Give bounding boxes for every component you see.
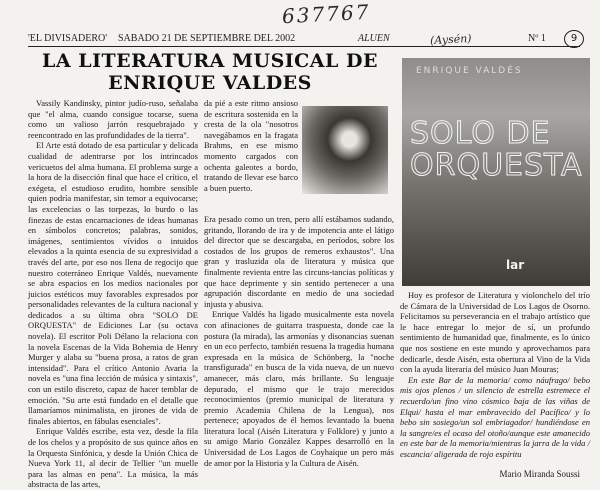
page-number: 9 (564, 30, 584, 48)
cover-author: ENRIQUE VALDÉS (416, 66, 523, 76)
col1-paragraph: Vassily Kandinsky, pintor judío-ruso, señalaba que "el alma, cuando consigue tocarse, suena como un valioso jarrón resquebrajado y reencontrado en las profundidades de la tierra". (28, 98, 198, 140)
col1-paragraph: Enrique Valdés escribe, esta vez, desde la fila de los chelos y a propósito de sus quince años en la Orquesta Sinfónica, y desde la Unión Chica de Nueva York 11, al decir de Tellier "un muelle para las almas en pena". La música, la más abstracta de las artes, (28, 426, 198, 490)
masthead (28, 32, 580, 47)
handwritten-archive-number: 637767 (281, 0, 371, 29)
book-cover-image (402, 58, 590, 286)
article-column-2-bottom (204, 214, 394, 481)
col2-paragraph: da pié a este ritmo ansioso de escritura sostenida en la cresta de la ola "nosotros navegábamos en la fragata Brahms, en ese mismo momento cargados con ochenta galeotes a bordo, tratando de llevar ese barco a buen puerto. (204, 98, 298, 193)
author-signature: Mario Miranda Soussi (499, 469, 580, 479)
article-column-3 (400, 290, 590, 466)
cover-title: SOLO DE ORQUESTA (410, 116, 583, 183)
article-headline: LA LITERATURA MUSICAL DE ENRIQUE VALDES (42, 50, 378, 94)
article-column-1 (28, 98, 198, 490)
masthead-section: ALUEN (358, 33, 390, 44)
article-column-2-top (204, 98, 298, 214)
handwritten-region-note: (Aysén) (429, 31, 472, 48)
publisher-logo: lar (506, 258, 525, 272)
col2-paragraph: Enrique Valdés ha ligado musicalmente esta novela con afinaciones de guitarra traspuesta, donde cae la postura (la mirada), las armonías y disonancias suenan en un eco perfecto, también resuena la tragedia humana expresada en la música de Schönberg, la "noche transfigurada" en busca de la vida nueva, de un nuevo amanecer, más claro, más brillante. Su lenguaje depurado, el mismo que le trajo merecidos reconocimientos (premio municipal de literatura y premio Academia Chilena de la Lengua), nos pertenece; apoyados de él hemos levantado la buena literatura local (Aisén Literatura y Folklore) y junto a su amigo Mario González Kappes desarrolló en la Universidad de Los Lagos de Coyhaique un pero más de amor por la Historia y la Cultura de Aisén. (204, 309, 394, 468)
col1-paragraph: El Arte está dotado de esa particular y delicada cualidad de adentrarse por los intrincados vericuetos del alma humana. El problema surge a la hora de la disección final que hace el crítico, el exégeta, el estudioso erudito, hombre sensible quien podría manifestar, sin temor a equivocarse; las excelencias o las torpezas, lo burdo o las finezas de estas encarnaciones de ideas humanas en símbolos concretos; palabras, sonidos, imágenes, sentimientos vívidos o intuidos elevados a la quinta esencia de su expresividad a través del arte, por eso nos llena de regocijo que nuestro coterráneo Enrique Valdés, nuevamente se abra espacios en los medios nacionales por juicios estéticos muy favorables expresados por personalidades relevantes de la cultura nacional y dedicados a su última obra "SOLO DE ORQUESTA" de Ediciones Lar (su octava novela). El escritor Poli Délano la relaciona con la novela Escenas de la Vida Bohemia de Henry Murger y alaba su "buena prosa, a ratos de gran intensidad". Para el crítico Antonio Avaria la novela es "una fina lección de música y sintaxis", con un estilo discreto, capaz de hacer temblar de emoción. "Su arte está fundado en el detalle que llamaríamos minimalista, en jirones de vida de finales abiertos, en fábulas esenciales". (28, 140, 198, 426)
col3-poem: En este Bar de la memoria/ como náufrago/ bebo mis ojos plenos / un silencio de estrella estremece el recuerdo/un fino vino cósmico baja de las viñas de Elqui/ hasta el mar embravecido del Pacífico/ y lo bebo sin sosiego/un sol embriagador/ hundiéndose en la sangre/es el ocaso del otoño/aunque este amanecido en este bar de la memoria/mientras la jarra de la vida / escancia/ aligerada de rojo espíritu (400, 374, 590, 459)
masthead-date: SABADO 21 DE SEPTIEMBRE DEL 2002 (118, 33, 296, 44)
col3-paragraph: Hoy es profesor de Literatura y violonchelo del trío de Cámara de la Universidad de Los Lagos de Osorno. Felicitamos su perseverancia en el trabajo artístico que le hace entregar lo mejor de sí, un profundo sentimiento de humanidad que, finalmente, es lo único que nos sostiene en este mundo y aprovechamos para dedicarle, desde Aisén, esta obertura al Vino de la Vida con la ayuda literaria del músico Juan Mouras; (400, 290, 590, 375)
author-photo (302, 106, 388, 194)
masthead-issue: Nº 1 (528, 33, 546, 44)
masthead-paper: 'EL DIVISADERO' (28, 33, 108, 44)
col2-paragraph: Era pesado como un tren, pero allí estábamos sudando, gritando, llorando de ira y de impotencia ante el látigo del director que se descargaba, en períodos, sobre los costados de los grupos de remeros exhaustos". Una gran y trasluzida ola de literatura y música que finalmente revienta entre las circuns-tancias políticas y que hace deprimente y sin sentido pertenecer a una agrupación discordante en medio de una sociedad injusta y abusiva. (204, 214, 394, 309)
